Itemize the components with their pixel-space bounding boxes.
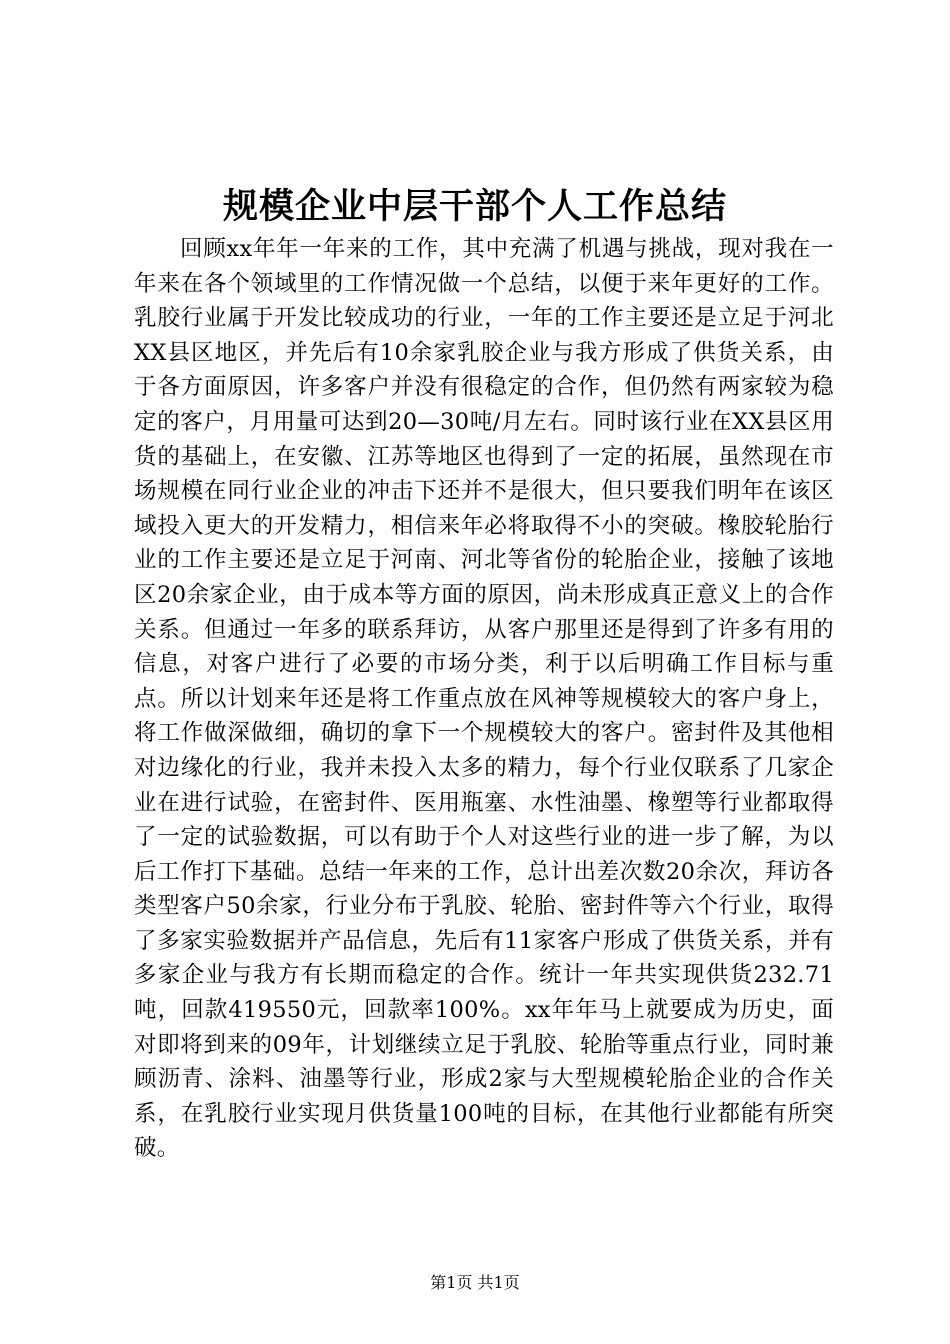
document-body-paragraph: 回顾xx年年一年来的工作，其中充满了机遇与挑战，现对我在一年来在各个领域里的工作情况做一个总结，以便于来年更好的工作。乳胶行业属于开发比较成功的行业，一年的工作主要还是立足于河北XX县区地区，并先后有10余家乳胶企业与我方形成了供货关系，由于各方面原因，许多客户并没有很稳定的合作，但仍然有两家较为稳定的客户，月用量可达到20—30吨/月左右。同时该行业在XX县区用货的基础上，在安徽、江苏等地区也得到了一定的拓展，虽然现在市场规模在同行业企业的冲击下还并不是很大，但只要我们明年在该区域投入更大的开发精力，相信来年必将取得不小的突破。橡胶轮胎行业的工作主要还是立足于河南、河北等省份的轮胎企业，接触了该地区20余家企业，由于成本等方面的原因，尚未形成真正意义上的合作关系。但通过一年多的联系拜访，从客户那里还是得到了许多有用的信息，对客户进行了必要的市场分类，利于以后明确工作目标与重点。所以计划来年还是将工作重点放在风神等规模较大的客户身上，将工作做深做细，确切的拿下一个规模较大的客户。密封件及其他相对边缘化的行业，我并未投入太多的精力，每个行业仅联系了几家企业在进行试验，在密封件、医用瓶塞、水性油墨、橡塑等行业都取得了一定的试验数据，可以有助于个人对这些行业的进一步了解，为以后工作打下基础。总结一年来的工作，总计出差次数20余次，拜访各类型客户50余家，行业分布于乳胶、轮胎、密封件等六个行业，取得了多家实验数据并产品信息，先后有11家客户形成了供货关系，并有多家企业与我方有长期而稳定的合作。统计一年共实现供货232.71吨，回款419550元，回款率100%。xx年年马上就要成为历史，面对即将到来的09年，计划继续立足于乳胶、轮胎等重点行业，同时兼顾沥青、涂料、油墨等行业，形成2家与大型规模轮胎企业的合作关系，在乳胶行业实现月供货量100吨的目标，在其他行业都能有所突破。 — [134, 236, 834, 1162]
document-title: 规模企业中层干部个人工作总结 — [222, 186, 727, 227]
page-number-footer: 第1页 共1页 — [430, 1273, 520, 1292]
